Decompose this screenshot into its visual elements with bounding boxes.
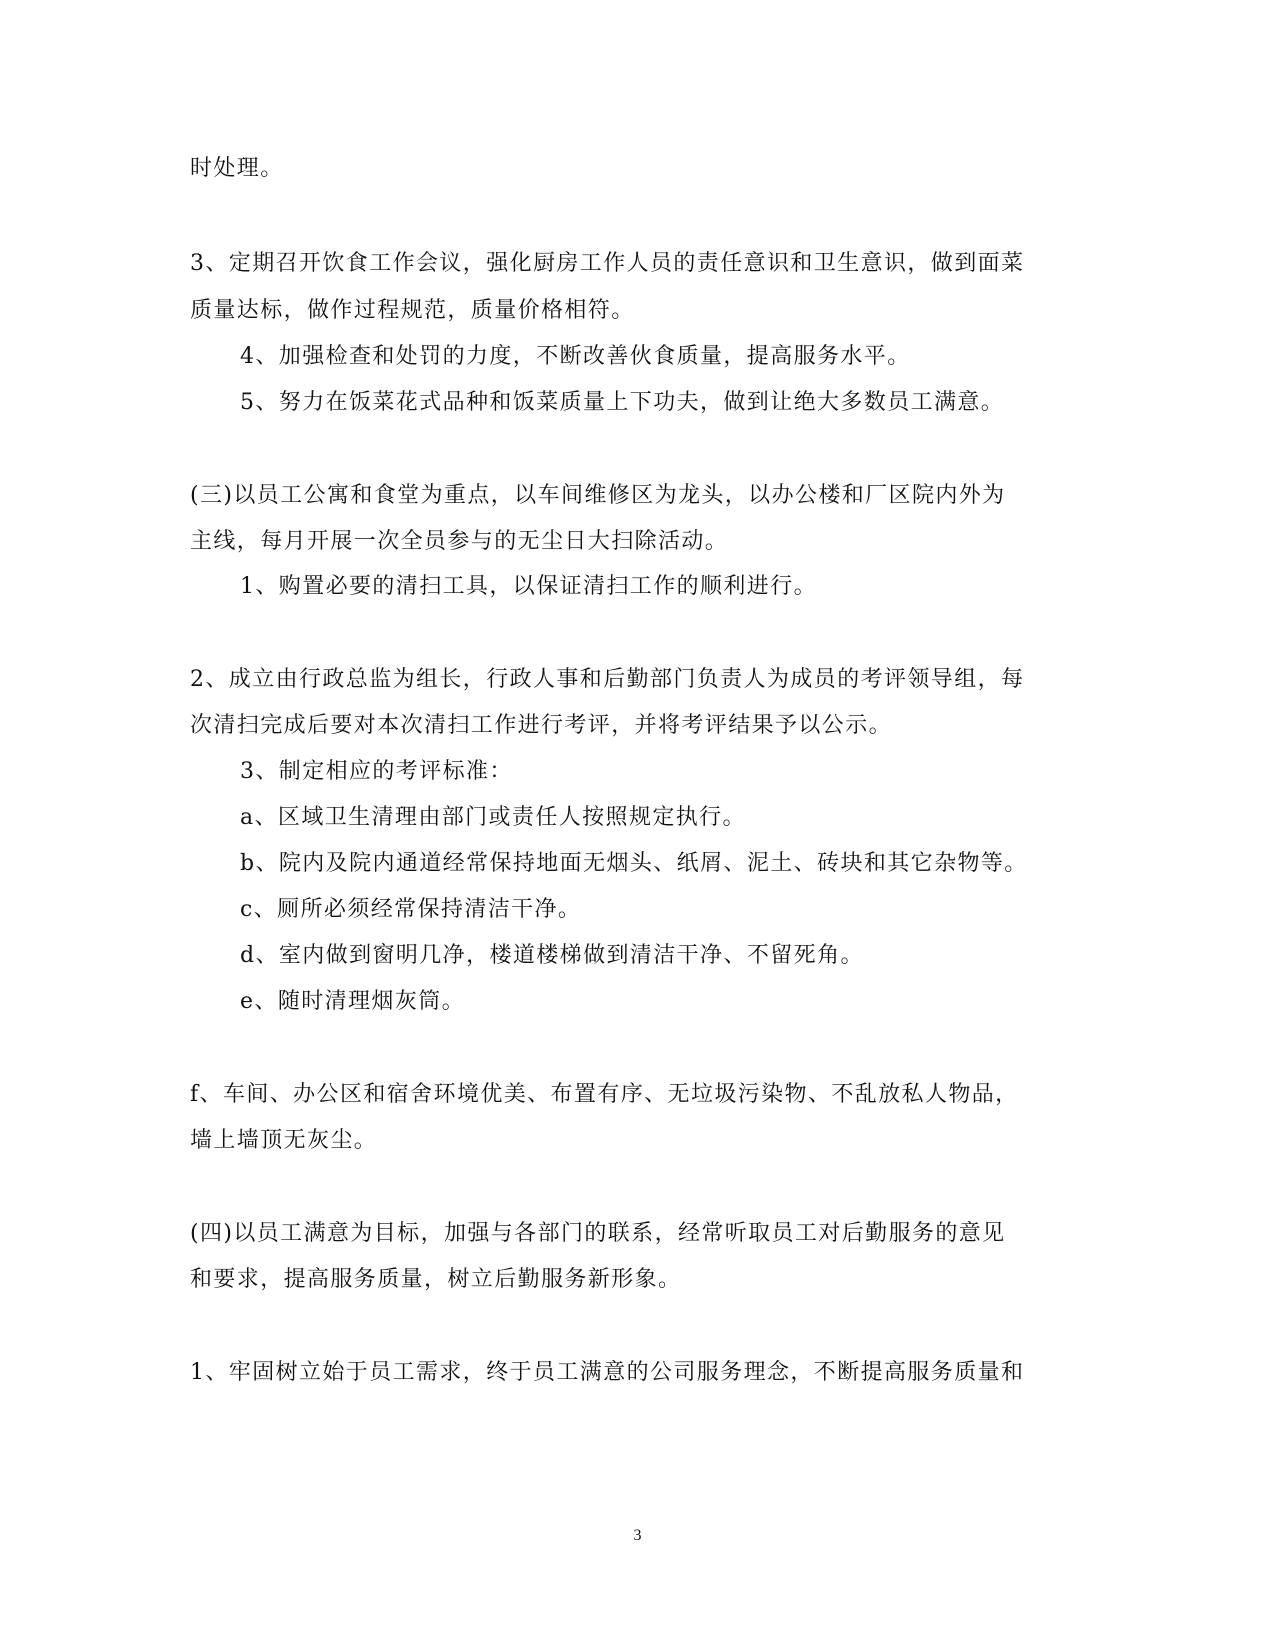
text-line: 质量达标，做作过程规范，质量价格相符。 [190, 298, 635, 323]
text-line: c、厕所必须经常保持清洁干净。 [240, 897, 582, 922]
text-line: d、室内做到窗明几净，楼道楼梯做到清洁干净、不留死角。 [240, 943, 864, 968]
text-line: 时处理。 [190, 156, 284, 181]
text-line: 1、购置必要的清扫工具，以保证清扫工作的顺利进行。 [240, 574, 817, 599]
section-heading: (四)以员工满意为目标，加强与各部门的联系，经常听取员工对后勤服务的意见 [190, 1221, 1006, 1246]
text-line: 3、制定相应的考评标准： [240, 759, 513, 784]
text-line: e、随时清理烟灰筒。 [240, 989, 466, 1014]
text-line: 2、成立由行政总监为组长，行政人事和后勤部门负责人为成员的考评领导组，每 [190, 667, 1025, 692]
text-line: 3、定期召开饮食工作会议，强化厨房工作人员的责任意识和卫生意识，做到面菜 [190, 251, 1025, 276]
text-line: 主线，每月开展一次全员参与的无尘日大扫除活动。 [190, 529, 729, 554]
text-line: 次清扫完成后要对本次清扫工作进行考评，并将考评结果予以公示。 [190, 713, 893, 738]
text-line: 墙上墙顶无灰尘。 [190, 1128, 378, 1153]
text-line: f、车间、办公区和宿舍环境优美、布置有序、无垃圾污染物、不乱放私人物品， [190, 1082, 1019, 1107]
text-line: 1、牢固树立始于员工需求，终于员工满意的公司服务理念，不断提高服务质量和 [190, 1360, 1025, 1385]
text-line: b、院内及院内通道经常保持地面无烟头、纸屑、泥土、砖块和其它杂物等。 [240, 851, 1028, 876]
text-line: a、区域卫生清理由部门或责任人按照规定执行。 [240, 805, 746, 830]
text-line: 4、加强检查和处罚的力度，不断改善伙食质量，提高服务水平。 [240, 344, 911, 369]
text-line: 5、努力在饭菜花式品种和饭菜质量上下功夫，做到让绝大多数员工满意。 [240, 390, 1005, 415]
text-line: 和要求，提高服务质量，树立后勤服务新形象。 [190, 1267, 682, 1292]
section-heading: (三)以员工公寓和食堂为重点，以车间维修区为龙头，以办公楼和厂区院内外为 [190, 483, 1006, 508]
page-number: 3 [633, 1527, 642, 1544]
